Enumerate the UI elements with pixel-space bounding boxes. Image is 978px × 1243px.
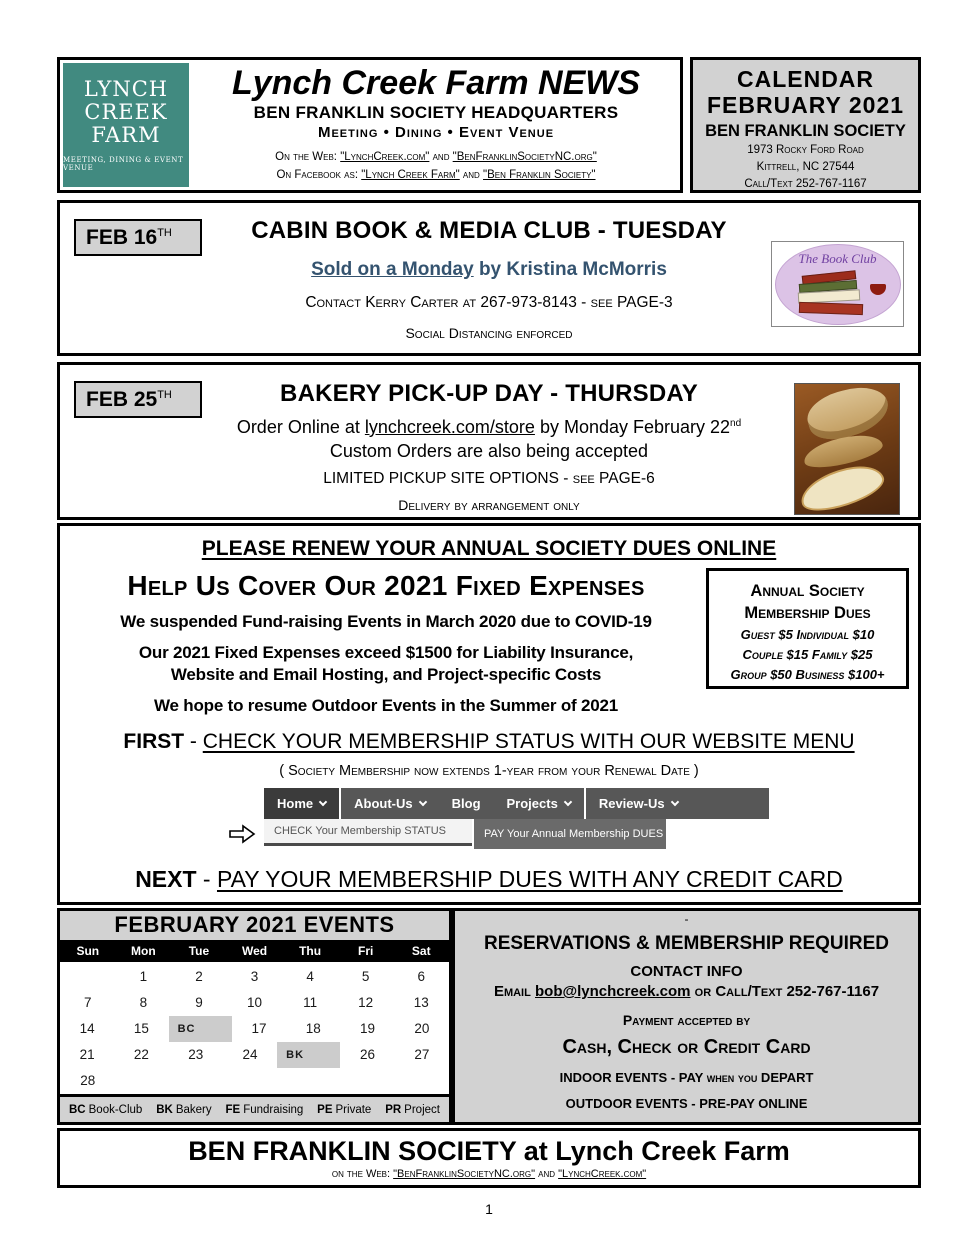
- calendar-day-cell: 27: [414, 1047, 430, 1062]
- day-header-sun: Sun: [76, 944, 100, 958]
- outdoor-events-note: OUTDOOR EVENTS - PRE-PAY ONLINE: [565, 1096, 808, 1111]
- legend-label: Project: [404, 1103, 440, 1116]
- menu-item-review-us[interactable]: [584, 788, 691, 819]
- calendar-day-cell: 2: [195, 969, 203, 984]
- menu-dropdown-row: [264, 819, 769, 849]
- legend-item-bc: [69, 1104, 142, 1116]
- legend-item-pe: [317, 1104, 371, 1116]
- event1-note: Social Distancing enforced: [405, 325, 573, 341]
- legend-item-fe: [226, 1104, 304, 1116]
- right-arrow-icon: [228, 824, 256, 849]
- venue-line: Meeting • Dining • Event Venue: [317, 124, 555, 141]
- event2-pickup-options: LIMITED PICKUP SITE OPTIONS - see PAGE-6: [323, 470, 655, 487]
- calendar-day-cell: 24: [242, 1047, 258, 1062]
- membership-extension-note: ( Society Membership now extends 1-year from your Renewal Date ): [279, 763, 699, 780]
- calendar-week-row: [60, 1042, 449, 1068]
- day-header-mon: Mon: [131, 944, 156, 958]
- email-link[interactable]: bob@lynchcreek.com: [535, 983, 691, 1000]
- dues-row-group-business: Group $50 Business $100+: [730, 666, 885, 682]
- next-separator: -: [196, 866, 217, 893]
- legend-item-pr: [385, 1104, 440, 1116]
- menu-item-label: About-Us: [354, 796, 413, 812]
- order-deadline: by Monday February 22: [534, 417, 731, 437]
- web-line-mid: and: [429, 151, 453, 163]
- menu-item-home[interactable]: [264, 788, 341, 819]
- facebook-farm-link[interactable]: "Lynch Creek Farm": [361, 168, 460, 181]
- calendar-day-cell: 13: [413, 995, 429, 1010]
- masthead: [57, 57, 683, 193]
- chevron-down-icon: [418, 798, 426, 806]
- event1-contact: Contact Kerry Carter at 267-973-8143 - see PAGE-3: [305, 294, 673, 311]
- pay-dues-link[interactable]: PAY YOUR MEMBERSHIP DUES WITH ANY CREDIT CARD: [216, 866, 843, 893]
- book-author: by Kristina McMorris: [473, 259, 667, 280]
- event1-title: CABIN BOOK & MEDIA CLUB - TUESDAY: [251, 217, 727, 244]
- event-feb16-section: [57, 200, 921, 356]
- menu-item-label: Blog: [451, 796, 481, 812]
- legend-item-bk: [156, 1104, 211, 1116]
- event2-custom-orders: Custom Orders are also being accepted: [329, 441, 649, 461]
- header-row: [57, 57, 921, 193]
- date-badge-feb25: [74, 381, 202, 418]
- calendar-day-cell: 4: [306, 969, 314, 984]
- calendar-day-cell: 20: [414, 1021, 430, 1036]
- masthead-center: [192, 60, 680, 190]
- event2-order-line: [60, 417, 918, 438]
- footer-title: BEN FRANKLIN SOCIETY at Lynch Creek Farm: [188, 1136, 790, 1166]
- payment-methods: Cash, Check or Credit Card: [562, 1036, 811, 1058]
- calendar-day-cell: 14: [79, 1021, 95, 1036]
- legend-code: FE: [225, 1103, 241, 1116]
- page-number: 1: [485, 1201, 493, 1217]
- newsletter-subtitle: BEN FRANKLIN SOCIETY HEADQUARTERS: [253, 103, 619, 122]
- calendar-day-cell: [393, 1068, 449, 1094]
- date-text: FEB 16: [86, 226, 158, 249]
- date-badge-feb16: [74, 219, 202, 256]
- menu-item-label: Review-Us: [598, 796, 665, 812]
- dues-paragraph-3: We hope to resume Outdoor Events in the Summer of 2021: [153, 696, 619, 716]
- calendar-day-cell: 3: [250, 969, 259, 984]
- book-club-badge-text: The Book Club: [798, 251, 877, 266]
- legend-label: Fundraising: [243, 1103, 304, 1116]
- calendar-legend: [60, 1094, 449, 1122]
- chevron-down-icon: [319, 798, 327, 806]
- menu-item-label: Projects: [506, 796, 558, 812]
- bottom-row: [57, 908, 921, 1125]
- logo-line: CREEK: [84, 100, 168, 125]
- footer-banner: [57, 1128, 921, 1188]
- book-club-image: [771, 241, 904, 327]
- calendar-day-cell: [282, 1068, 338, 1094]
- first-separator: -: [184, 730, 203, 754]
- logo-line: FARM: [91, 122, 161, 147]
- menu-item-about-us[interactable]: [341, 788, 439, 819]
- calendar-day-cell: 1: [139, 969, 148, 984]
- email-prefix: Email: [493, 983, 535, 1000]
- book-red-bottom: [799, 302, 863, 315]
- calendar-day-cell: [171, 1068, 227, 1094]
- facebook-line-mid: and: [459, 168, 484, 181]
- calendar-day-cell: [116, 1068, 172, 1094]
- footer-web-mid: and: [535, 1168, 559, 1180]
- calendar-day-cell: 21: [79, 1047, 95, 1062]
- reservations-box: [452, 908, 921, 1125]
- menu-item-label: Home: [277, 796, 314, 812]
- benfranklinsociety-link[interactable]: "BenFranklinSocietyNC.org": [452, 151, 597, 163]
- reservations-title: RESERVATIONS & MEMBERSHIP REQUIRED: [483, 933, 890, 954]
- calendar-day-cell: [60, 964, 116, 990]
- february-events-calendar: [57, 908, 452, 1125]
- calendar-day-cell: 22: [133, 1047, 149, 1062]
- order-prefix: Order Online at: [236, 417, 365, 437]
- masthead-links: [275, 149, 597, 185]
- day-header-wed: Wed: [241, 944, 268, 958]
- calendar-day-cell: 23: [188, 1047, 204, 1062]
- dues-box-title-1: Annual Society: [750, 582, 865, 600]
- newsletter-title: Lynch Creek Farm NEWS: [231, 64, 641, 102]
- web-line-prefix: On the Web:: [275, 151, 341, 163]
- calendar-day-cell: 11: [303, 995, 318, 1010]
- first-label: FIRST: [123, 730, 185, 754]
- bread-photo: [794, 383, 900, 515]
- calendar-day-cell: 7: [84, 995, 92, 1010]
- calendar-info-box: [690, 57, 921, 193]
- calendar-week-row: [60, 1016, 449, 1042]
- legend-code: PR: [385, 1103, 402, 1116]
- dues-box-title-2: Membership Dues: [744, 604, 871, 623]
- book-title-link[interactable]: Sold on a Monday: [311, 259, 474, 280]
- renew-dues-banner[interactable]: PLEASE RENEW YOUR ANNUAL SOCIETY DUES ONLINE: [201, 537, 777, 560]
- calendar-week-row: [60, 964, 449, 990]
- event2-title: BAKERY PICK-UP DAY - THURSDAY: [280, 380, 698, 407]
- legend-label: Book-Club: [88, 1103, 143, 1116]
- calendar-day-cell: 15: [133, 1021, 149, 1036]
- next-label: NEXT: [135, 866, 197, 893]
- calendar-month: FEBRUARY 2021: [706, 92, 905, 119]
- calendar-day-cell: 9: [195, 995, 203, 1010]
- calendar-day-headers: [60, 940, 449, 962]
- day-header-tue: Tue: [188, 944, 210, 958]
- contact-email-line: [455, 983, 918, 1000]
- society-address-1: 1973 Rocky Ford Road: [747, 143, 864, 156]
- dues-paragraph-2b: Website and Email Hosting, and Project-specific Costs: [170, 665, 602, 685]
- step-next-line: [60, 866, 918, 893]
- web-line: [275, 149, 597, 167]
- legend-code: BC: [69, 1103, 86, 1116]
- fixed-expenses-headline: Help Us Cover Our 2021 Fixed Expenses: [127, 570, 645, 601]
- check-status-link[interactable]: CHECK YOUR MEMBERSHIP STATUS WITH OUR WEBSITE MENU: [202, 730, 855, 754]
- calendar-week-row: [60, 1068, 449, 1094]
- calendar-day-cell: 5: [361, 969, 370, 984]
- date-suffix: TH: [157, 389, 172, 401]
- membership-dues-box: [706, 568, 909, 689]
- calendar-day-cell: 6: [417, 969, 426, 984]
- day-header-fri: Fri: [358, 944, 374, 958]
- lynchcreek-link[interactable]: "LynchCreek.com": [340, 151, 430, 163]
- lynch-creek-farm-logo: [63, 63, 189, 187]
- store-link[interactable]: lynchcreek.com/store: [364, 417, 535, 437]
- facebook-society-link[interactable]: "Ben Franklin Society": [483, 168, 596, 181]
- calendar-event-cell-bk: BK: [277, 1042, 340, 1068]
- payment-heading: Payment accepted by: [622, 1012, 751, 1028]
- facebook-line: [275, 167, 597, 185]
- stray-dash: -: [684, 912, 689, 926]
- legend-code: PE: [317, 1103, 333, 1116]
- calendar-day-cell: 12: [358, 995, 374, 1010]
- calendar-day-cell: 18: [305, 1021, 321, 1036]
- indoor-events-note: INDOOR EVENTS - PAY when you DEPART: [559, 1070, 814, 1085]
- event2-delivery-note: Delivery by arrangement only: [398, 497, 580, 513]
- footer-web-line: [60, 1168, 918, 1180]
- chevron-down-icon: [564, 798, 572, 806]
- date-text: FEB 25: [86, 388, 158, 411]
- events-calendar-title: FEBRUARY 2021 EVENTS: [60, 911, 449, 940]
- calendar-day-cell: 26: [360, 1047, 376, 1062]
- contact-info-heading: CONTACT INFO: [630, 963, 743, 980]
- calendar-day-cell: 10: [247, 995, 263, 1010]
- step-first-line: [60, 730, 918, 754]
- dropdown-check-status[interactable]: CHECK Your Membership STATUS: [264, 819, 472, 846]
- legend-label: Bakery: [175, 1103, 212, 1116]
- calendar-grid: [60, 962, 449, 1094]
- dues-paragraph-2a: Our 2021 Fixed Expenses exceed $1500 for Liability Insurance,: [138, 643, 634, 663]
- menu-item-projects[interactable]: [494, 788, 584, 819]
- calendar-day-cell: 28: [80, 1073, 96, 1088]
- dropdown-pay-dues[interactable]: PAY Your Annual Membership DUES: [474, 819, 666, 849]
- society-phone: Call/Text 252-767-1167: [744, 177, 867, 190]
- calendar-day-cell: 17: [251, 1021, 267, 1036]
- dues-row-guest-individual: Guest $5 Individual $10: [740, 626, 875, 642]
- dues-paragraph-1: We suspended Fund-raising Events in March 2020 due to COVID-19: [120, 612, 652, 631]
- dues-row-couple-family: Couple $15 Family $25: [742, 646, 873, 662]
- ordinal-suffix: nd: [730, 418, 742, 429]
- phone-text: or Call/Text 252-767-1167: [690, 983, 880, 1000]
- logo-line: LYNCH: [83, 77, 169, 102]
- website-menu-screenshot: [264, 788, 769, 849]
- calendar-day-cell: 19: [360, 1021, 376, 1036]
- event-feb25-section: [57, 362, 921, 520]
- calendar-week-row: [60, 990, 449, 1016]
- website-menu-bar: [264, 788, 769, 819]
- calendar-event-cell-bc: BC: [169, 1016, 232, 1042]
- society-name: BEN FRANKLIN SOCIETY: [705, 121, 906, 140]
- date-suffix: TH: [157, 227, 172, 239]
- footer-farm-link[interactable]: "LynchCreek.com": [558, 1168, 647, 1180]
- menu-item-blog[interactable]: [439, 788, 494, 819]
- day-header-sat: Sat: [411, 944, 431, 958]
- footer-society-link[interactable]: "BenFranklinSocietyNC.org": [393, 1168, 536, 1180]
- day-header-thu: Thu: [299, 944, 322, 958]
- footer-web-prefix: on the Web:: [331, 1168, 394, 1180]
- chevron-down-icon: [670, 798, 678, 806]
- legend-label: Private: [335, 1103, 372, 1116]
- calendar-day-cell: 8: [139, 995, 148, 1010]
- facebook-line-prefix: On Facebook as:: [276, 168, 362, 181]
- dues-section: [57, 523, 921, 905]
- calendar-day-cell: [227, 1068, 283, 1094]
- legend-code: BK: [156, 1103, 173, 1116]
- dues-paragraph-2: [62, 642, 710, 686]
- calendar-day-cell: [338, 1068, 394, 1094]
- society-address-2: Kittrell, NC 27544: [756, 160, 855, 173]
- dues-text-column: [62, 570, 710, 717]
- logo-tagline: MEETING, DINING & EVENT VENUE: [63, 155, 184, 172]
- calendar-label: CALENDAR: [736, 66, 875, 92]
